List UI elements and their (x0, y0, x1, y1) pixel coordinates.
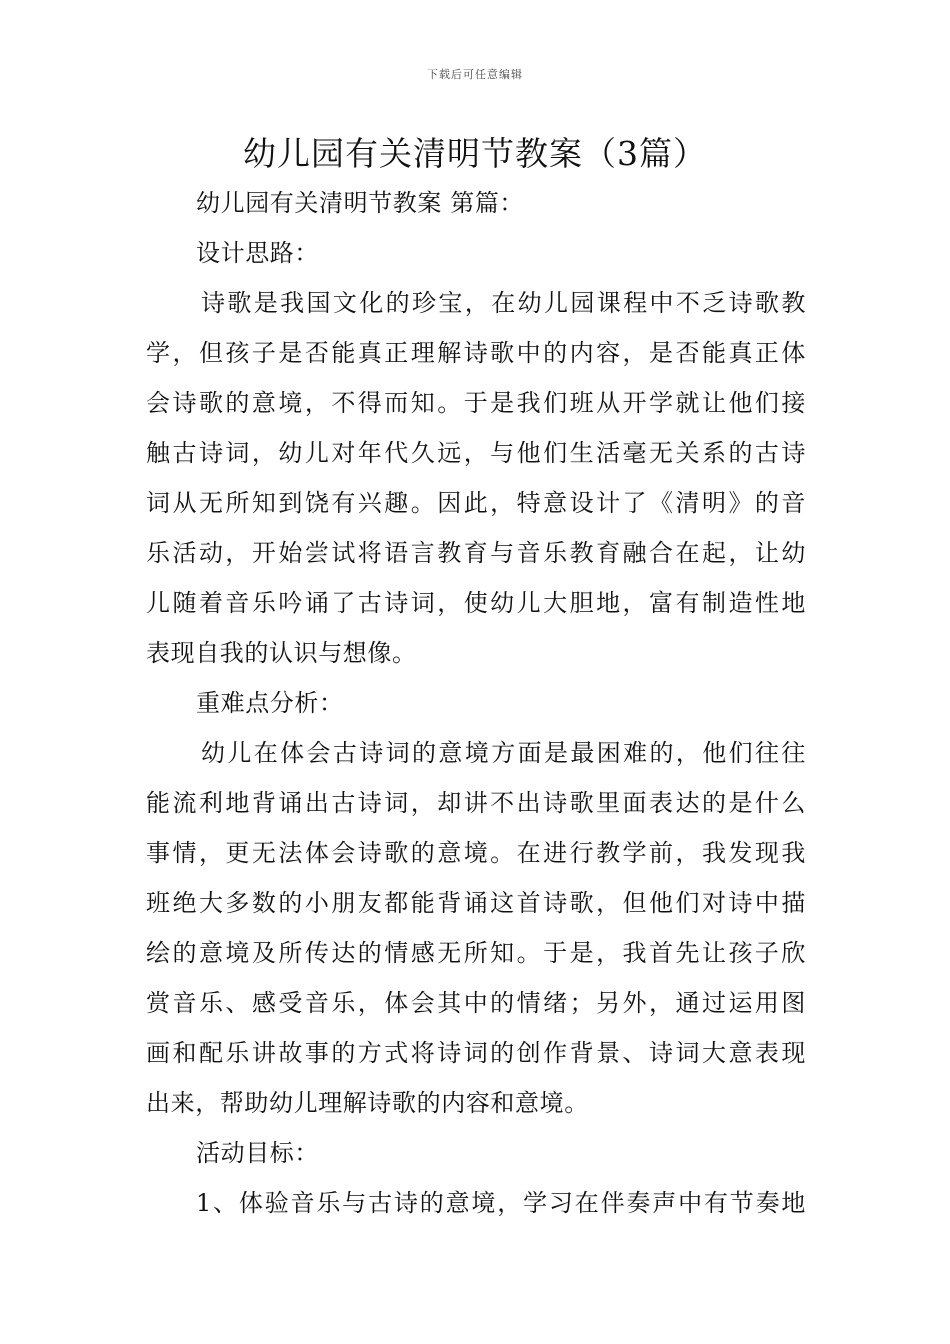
paragraph-line: 儿随着音乐吟诵了古诗词，使幼儿大胆地，富有制造性地 (146, 589, 806, 617)
paragraph-line: 画和配乐讲故事的方式将诗词的创作背景、诗词大意表现 (146, 1039, 806, 1067)
page-header-note: 下载后可任意编辑 (427, 68, 523, 81)
paragraph-line: 1、体验音乐与古诗的意境，学习在伴奏声中有节奏地 (196, 1189, 806, 1217)
design-heading: 设计思路： (196, 239, 319, 267)
paragraph-line: 绘的意境及所传达的情感无所知。于是，我首先让孩子欣 (146, 939, 806, 967)
paragraph-line: 学，但孩子是否能真正理解诗歌中的内容，是否能真正体 (146, 339, 806, 367)
subtitle: 幼儿园有关清明节教案 第篇： (196, 189, 525, 217)
paragraph-line: 词从无所知到饶有兴趣。因此，特意设计了《清明》的音 (146, 489, 806, 517)
paragraph-line: 出来，帮助幼儿理解诗歌的内容和意境。 (146, 1089, 589, 1117)
paragraph-line: 幼儿在体会古诗词的意境方面是最困难的，他们往往 (201, 739, 806, 767)
paragraph-line: 乐活动，开始尝试将语言教育与音乐教育融合在起，让幼 (146, 539, 806, 567)
paragraph-line: 触古诗词，幼儿对年代久远，与他们生活毫无关系的古诗 (146, 439, 806, 467)
paragraph-line: 会诗歌的意境，不得而知。于是我们班从开学就让他们接 (146, 389, 806, 417)
goals-heading: 活动目标： (196, 1139, 319, 1167)
paragraph-line: 诗歌是我国文化的珍宝，在幼儿园课程中不乏诗歌教 (201, 289, 806, 317)
difficulty-heading: 重难点分析： (196, 689, 344, 717)
document-title: 幼儿园有关清明节教案（3篇） (243, 134, 707, 173)
paragraph-line: 表现自我的认识与想像。 (146, 639, 417, 667)
paragraph-line: 班绝大多数的小朋友都能背诵这首诗歌，但他们对诗中描 (146, 889, 806, 917)
paragraph-line: 能流利地背诵出古诗词，却讲不出诗歌里面表达的是什么 (146, 789, 806, 817)
paragraph-line: 赏音乐、感受音乐，体会其中的情绪；另外，通过运用图 (146, 989, 806, 1017)
paragraph-line: 事情，更无法体会诗歌的意境。在进行教学前，我发现我 (146, 839, 806, 867)
document-body (146, 178, 806, 1228)
